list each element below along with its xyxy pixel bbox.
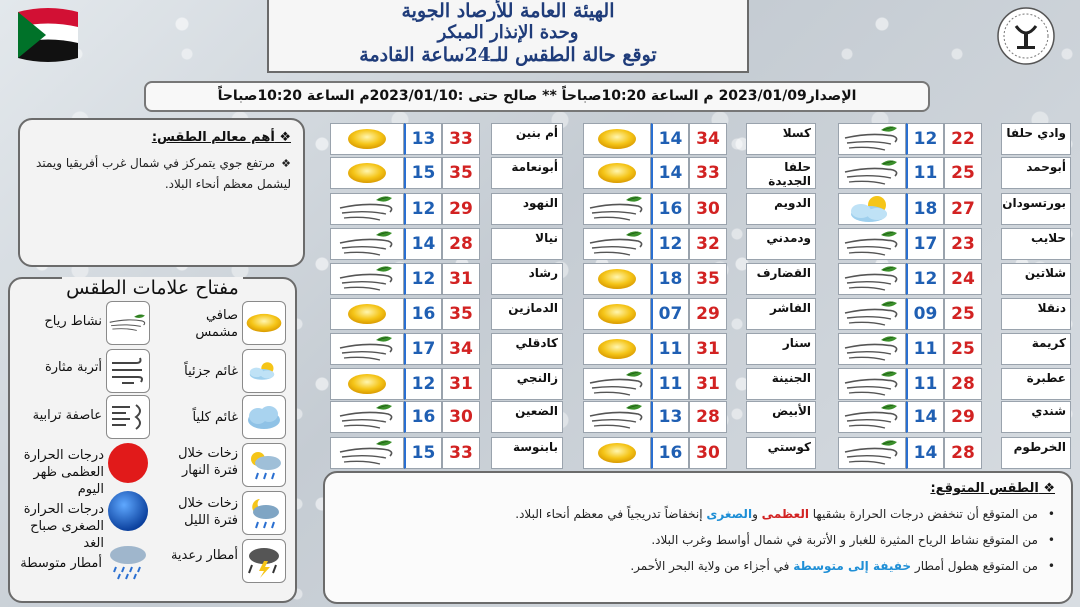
legend-label-moderate-rain: أمطار متوسطة — [20, 556, 102, 571]
station-name: الأبيض — [746, 401, 816, 433]
station-name: وادي حلفا — [1001, 123, 1071, 155]
wind-weather-icon — [330, 333, 404, 365]
min-temp-value: 14 — [404, 228, 442, 260]
min-temp-value: 11 — [906, 157, 944, 189]
min-temp-value: 15 — [404, 157, 442, 189]
unit-name: وحدة الإنذار المبكر — [437, 22, 579, 43]
wind-weather-icon — [330, 263, 404, 295]
max-temp-value: 31 — [689, 333, 727, 365]
forecast-title: توقع حالة الطقس للـ24ساعة القادمة — [359, 44, 657, 66]
legend-label-duststorm: عاصفة ترابية — [32, 408, 102, 423]
legend-label-showers-day: زخات خلال فترة النهار — [178, 446, 238, 478]
min-temp-value: 16 — [404, 401, 442, 433]
sunny-weather-icon — [330, 368, 404, 400]
station-name: كوستي — [746, 437, 816, 469]
station-name: ودمدني — [746, 228, 816, 260]
sudan-flag-icon — [12, 4, 84, 66]
station-name: الخرطوم — [1001, 437, 1071, 469]
wind-weather-icon — [583, 193, 651, 225]
wind-weather-icon — [838, 123, 906, 155]
station-name: بورتسودان — [1001, 193, 1071, 225]
min-temp-value: 14 — [651, 157, 689, 189]
meteorological-authority-logo-icon — [996, 6, 1056, 66]
legend-title: مفتاح علامات الطقس — [10, 277, 295, 299]
max-temp-value: 29 — [689, 298, 727, 330]
wind-weather-icon — [838, 333, 906, 365]
max-temp-value: 29 — [442, 193, 480, 225]
wind-icon — [106, 301, 150, 345]
max-temp-value: 25 — [944, 157, 982, 189]
wind-weather-icon — [838, 263, 906, 295]
max-temp-value: 28 — [689, 401, 727, 433]
max-temp-value: 24 — [944, 263, 982, 295]
station-name: الجنينة — [746, 368, 816, 400]
max-temp-value: 34 — [689, 123, 727, 155]
station-name: كادقلي — [491, 333, 563, 365]
station-name: أم بنين — [491, 123, 563, 155]
legend-label-partly: غائم جزئياً — [184, 364, 238, 379]
station-name: شلاتين — [1001, 263, 1071, 295]
max-temp-red-circle-icon — [106, 441, 150, 485]
max-temp-value: 32 — [689, 228, 727, 260]
thunderstorm-icon — [242, 539, 286, 583]
max-temp-value: 31 — [689, 368, 727, 400]
max-temp-value: 28 — [944, 368, 982, 400]
min-temp-value: 18 — [651, 263, 689, 295]
station-name: حلايب — [1001, 228, 1071, 260]
max-temp-value: 34 — [442, 333, 480, 365]
wind-weather-icon — [583, 368, 651, 400]
max-temp-value: 23 — [944, 228, 982, 260]
expected-item: •من المتوقع نشاط الرياح المثيرة للغبار و الأتربة في شمال أواسط وغرب البلاد. — [651, 533, 1055, 547]
sunny-icon — [242, 301, 286, 345]
partly-weather-icon — [838, 193, 906, 225]
showers-day-icon — [242, 443, 286, 487]
org-name: الهيئة العامة للأرصاد الجوية — [401, 0, 615, 22]
station-name: النهود — [491, 193, 563, 225]
min-temp-value: 11 — [906, 368, 944, 400]
sunny-weather-icon — [330, 157, 404, 189]
wind-weather-icon — [583, 401, 651, 433]
min-temp-value: 11 — [906, 333, 944, 365]
min-temp-value: 12 — [404, 263, 442, 295]
station-name: زالنجي — [491, 368, 563, 400]
max-temp-value: 30 — [442, 401, 480, 433]
max-temp-value: 25 — [944, 333, 982, 365]
wind-weather-icon — [838, 228, 906, 260]
wind-weather-icon — [838, 157, 906, 189]
max-temp-value: 33 — [442, 123, 480, 155]
moderate-rain-icon — [106, 541, 150, 585]
sunny-weather-icon — [583, 298, 651, 330]
station-name: شندي — [1001, 401, 1071, 433]
sunny-weather-icon — [583, 333, 651, 365]
legend-label-wind: نشاط رياح — [44, 314, 102, 329]
max-temp-value: 22 — [944, 123, 982, 155]
partly-cloudy-icon — [242, 349, 286, 393]
max-temp-value: 35 — [442, 157, 480, 189]
min-temp-value: 17 — [906, 228, 944, 260]
min-temp-value: 11 — [651, 368, 689, 400]
min-temp-value: 09 — [906, 298, 944, 330]
issue-validity-bar: الإصدار2023/01/09 م الساعة 10:20صباحاً ** صالح حتى :2023/01/10م الساعة 10:20صباحاً — [144, 81, 930, 112]
station-name: حلفا الجديدة — [746, 157, 816, 189]
legend-label-sunny: صافي مشمس — [195, 308, 238, 340]
weather-features-box — [18, 118, 305, 267]
min-temp-value: 14 — [651, 123, 689, 155]
cloudy-icon — [242, 395, 286, 439]
max-temp-value: 35 — [689, 263, 727, 295]
min-temp-value: 17 — [404, 333, 442, 365]
wind-weather-icon — [330, 193, 404, 225]
sunny-weather-icon — [583, 437, 651, 469]
station-name: عطبرة — [1001, 368, 1071, 400]
wind-weather-icon — [330, 437, 404, 469]
expected-item: •من المتوقع أن تنخفض درجات الحرارة بشقيها العظمى والصغرى إنخفاضاً تدريجياً في معظم أنحاء البلاد. — [515, 507, 1055, 521]
expected-heading: ❖ الطقس المتوقع: — [930, 481, 1055, 496]
max-temp-value: 33 — [442, 437, 480, 469]
max-temp-value: 33 — [689, 157, 727, 189]
min-temp-value: 12 — [404, 193, 442, 225]
sunny-weather-icon — [583, 157, 651, 189]
station-name: القضارف — [746, 263, 816, 295]
min-temp-value: 16 — [404, 298, 442, 330]
sunny-weather-icon — [330, 298, 404, 330]
min-temp-value: 12 — [906, 263, 944, 295]
max-temp-value: 30 — [689, 193, 727, 225]
sunny-weather-icon — [330, 123, 404, 155]
station-name: بابنوسة — [491, 437, 563, 469]
min-temp-value: 11 — [651, 333, 689, 365]
station-name: دنقلا — [1001, 298, 1071, 330]
sunny-weather-icon — [583, 123, 651, 155]
wind-weather-icon — [330, 401, 404, 433]
wind-weather-icon — [583, 228, 651, 260]
min-temp-value: 15 — [404, 437, 442, 469]
features-text: ❖مرتفع جوي يتمركز في شمال غرب أفريقيا ويمتد ليشمل معظم أنحاء البلاد. — [36, 156, 291, 191]
expected-weather-box — [323, 471, 1073, 604]
min-temp-value: 07 — [651, 298, 689, 330]
legend-label-max-temp: درجات الحرارة العظمى ظهر اليوم — [23, 448, 104, 497]
station-name: أبوحمد — [1001, 157, 1071, 189]
title-banner — [267, 0, 749, 73]
min-temp-value: 18 — [906, 193, 944, 225]
showers-night-icon — [242, 491, 286, 535]
min-temp-value: 13 — [651, 401, 689, 433]
min-temp-value: 12 — [651, 228, 689, 260]
max-temp-value: 28 — [442, 228, 480, 260]
features-heading: ❖ أهم معالم الطقس: — [151, 130, 291, 145]
station-name: كسلا — [746, 123, 816, 155]
min-temp-value: 13 — [404, 123, 442, 155]
wind-weather-icon — [838, 401, 906, 433]
min-temp-value: 16 — [651, 193, 689, 225]
max-temp-value: 28 — [944, 437, 982, 469]
min-temp-value: 16 — [651, 437, 689, 469]
max-temp-value: 27 — [944, 193, 982, 225]
legend-label-min-temp: درجات الحرارة الصغرى صباح الغد — [23, 502, 104, 551]
station-name: الدويم — [746, 193, 816, 225]
station-name: أبونعامة — [491, 157, 563, 189]
station-name: الدمازين — [491, 298, 563, 330]
wind-weather-icon — [330, 228, 404, 260]
min-temp-blue-circle-icon — [106, 489, 150, 533]
station-name: نيالا — [491, 228, 563, 260]
min-temp-value: 12 — [404, 368, 442, 400]
station-name: سنار — [746, 333, 816, 365]
wind-weather-icon — [838, 368, 906, 400]
station-name: الضعين — [491, 401, 563, 433]
station-name: كريمة — [1001, 333, 1071, 365]
max-temp-value: 30 — [689, 437, 727, 469]
legend-label-thunder: أمطار رعدية — [170, 548, 238, 563]
max-temp-value: 31 — [442, 263, 480, 295]
dust-storm-icon — [106, 395, 150, 439]
wind-weather-icon — [838, 437, 906, 469]
min-temp-value: 12 — [906, 123, 944, 155]
max-temp-value: 35 — [442, 298, 480, 330]
max-temp-value: 25 — [944, 298, 982, 330]
sunny-weather-icon — [583, 263, 651, 295]
weather-legend — [8, 277, 297, 603]
wind-weather-icon — [838, 298, 906, 330]
max-temp-value: 29 — [944, 401, 982, 433]
max-temp-value: 31 — [442, 368, 480, 400]
min-temp-value: 14 — [906, 401, 944, 433]
station-name: رشاد — [491, 263, 563, 295]
legend-label-showers-night: زخات خلال فترة الليل — [178, 496, 238, 528]
dust-icon — [106, 349, 150, 393]
legend-label-cloudy: غائم كلياً — [192, 410, 238, 425]
legend-label-dust: أتربة مثارة — [44, 360, 102, 375]
expected-item: •من المتوقع هطول أمطار خفيفة إلى متوسطة في أجزاء من ولاية البحر الأحمر. — [630, 559, 1055, 573]
min-temp-value: 14 — [906, 437, 944, 469]
station-name: الفاشر — [746, 298, 816, 330]
